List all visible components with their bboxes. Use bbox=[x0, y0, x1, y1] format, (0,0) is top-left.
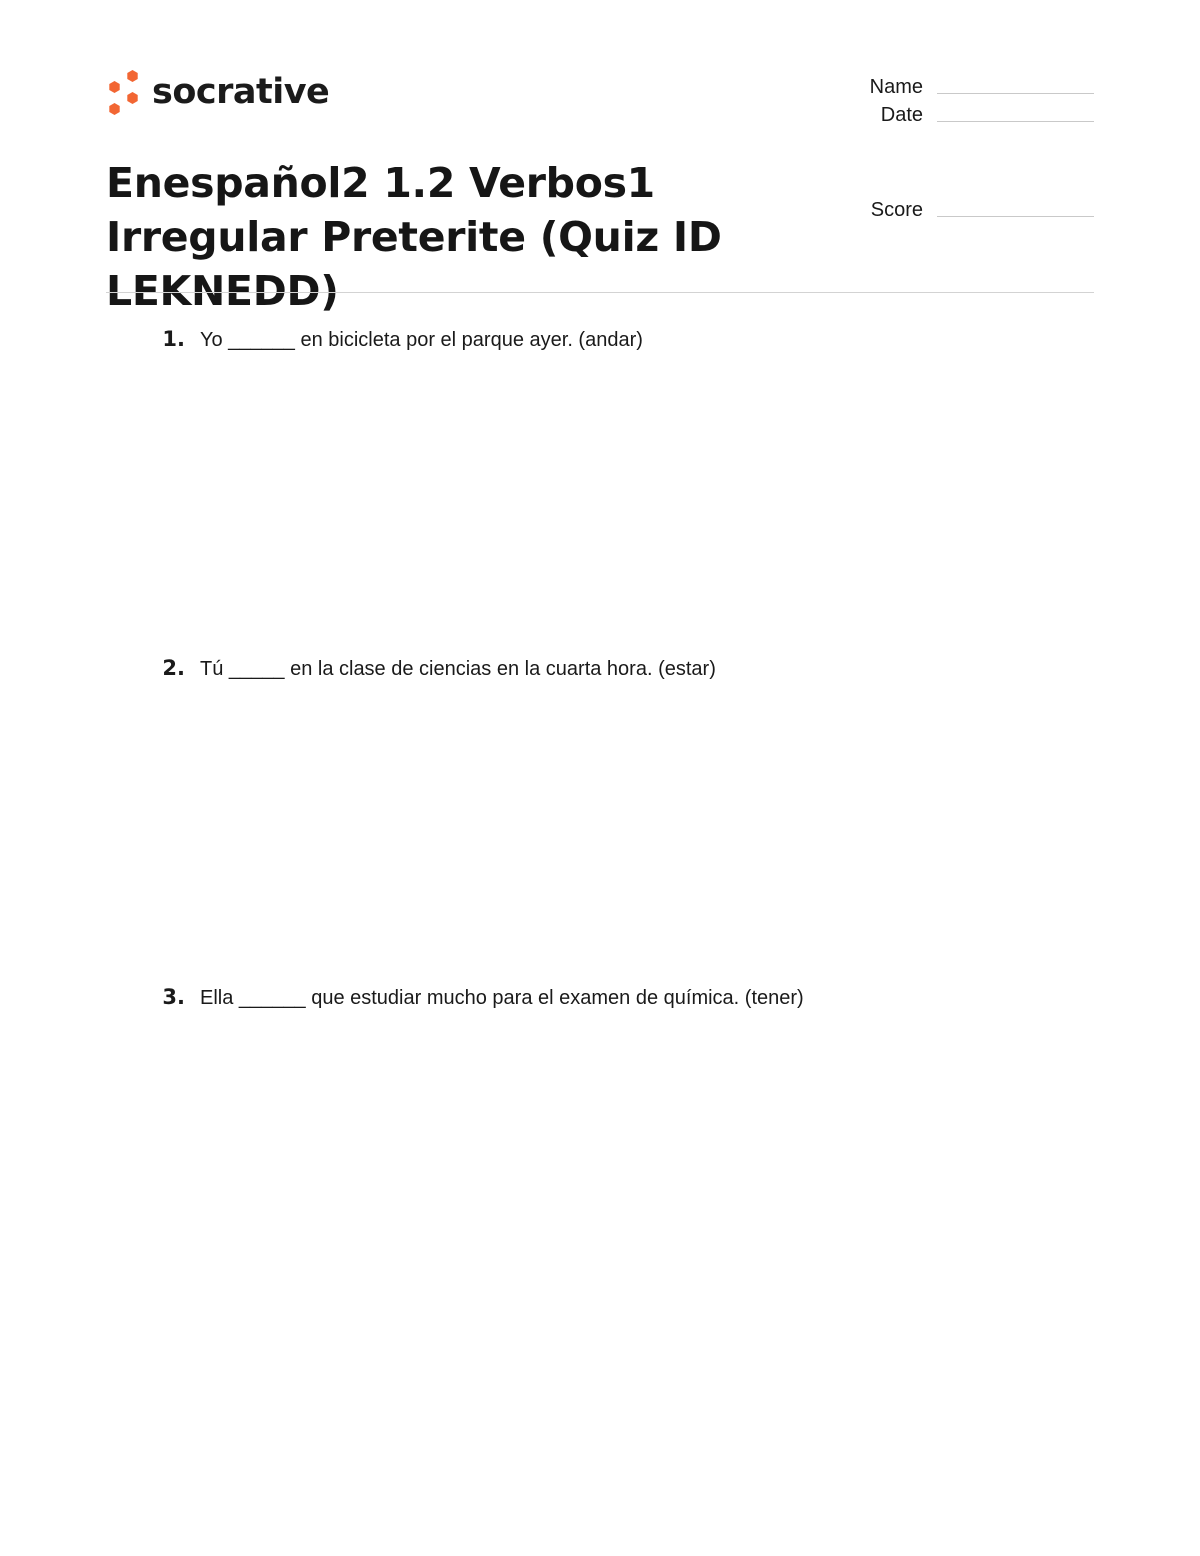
question-item bbox=[150, 985, 804, 1010]
date-label: Date bbox=[880, 104, 923, 126]
score-field bbox=[833, 200, 923, 220]
question-item bbox=[150, 327, 643, 352]
brand-name: socrative bbox=[152, 71, 330, 112]
question-number: 1. bbox=[162, 327, 185, 351]
score-line[interactable] bbox=[937, 216, 1094, 217]
name-label: Name bbox=[869, 76, 923, 98]
question-text: Tú _____ en la clase de ciencias en la cuarta hora. (estar) bbox=[200, 658, 716, 680]
question-text: Yo ______ en bicicleta por el parque ayer. (andar) bbox=[200, 329, 643, 351]
name-line[interactable] bbox=[937, 93, 1094, 94]
socrative-logo bbox=[104, 68, 329, 118]
date-line[interactable] bbox=[937, 121, 1094, 122]
question-number: 3. bbox=[162, 985, 185, 1009]
question-text: Ella ______ que estudiar mucho para el examen de química. (tener) bbox=[200, 987, 804, 1009]
quiz-title: Enespañol2 1.2 Verbos1 Irregular Preterite (Quiz ID LEKNEDD) bbox=[106, 159, 722, 315]
date-field bbox=[833, 105, 923, 125]
name-field bbox=[833, 77, 923, 97]
socrative-hexagon-logo-icon bbox=[104, 69, 142, 117]
header-divider bbox=[106, 292, 1094, 293]
score-label: Score bbox=[870, 199, 923, 221]
question-item bbox=[150, 656, 716, 681]
question-number: 2. bbox=[162, 656, 185, 680]
